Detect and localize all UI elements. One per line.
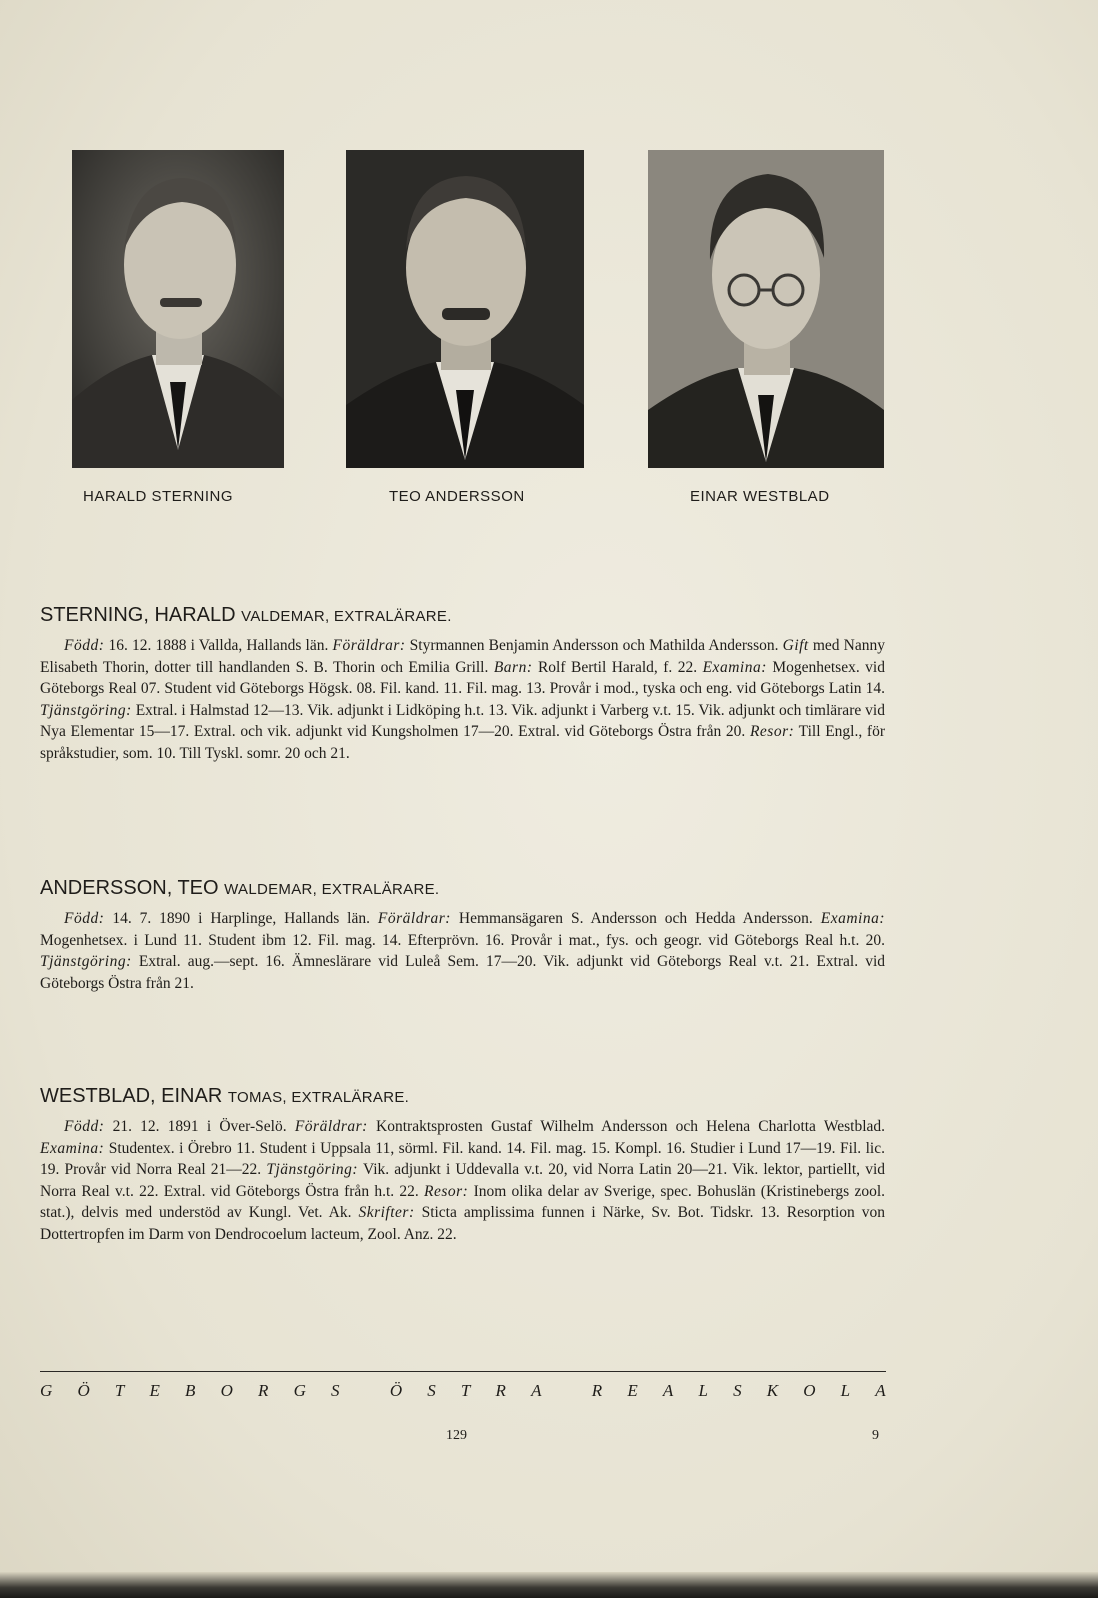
footer-title-letter: R [258, 1381, 269, 1400]
entry-name: STERNING, HARALD [40, 604, 236, 626]
footer-title-letter: Ö [77, 1381, 90, 1400]
entry-body: Född: 16. 12. 1888 i Vallda, Hallands län. Föräldrar: Styrmannen Benjamin Andersson och Mathilda Andersson. Gift med Nanny Elisabeth Thorin, dotter till handlanden S. B. Thorin och Emilia Grill. Barn: Rolf Bertil Harald, f. 22. Examina: Mogenhetsex. vid Göteborgs Real 07. Student vid Göteborgs Högsk. 08. Fil. kand. 11. Fil. mag. 13. Provår i mod., tyska och eng. vid Göteborgs Latin 14. Tjänstgöring: Extral. i Halmstad 12—13. Vik. adjunkt i Lidköping h.t. 13. Vik. adjunkt i Varberg v.t. 15. Vik. adjunkt och timlärare vid Nya Elementar 15—17. Extral. och vik. adjunkt vid Kungsholmen 17—20. Extral. vid Göteborgs Östra från 20. Resor: Till Engl., för språkstudier, som. 10. Till Tyskl. somr. 20 och 21. [40, 637, 885, 762]
footer-title-letter: S [733, 1381, 742, 1400]
footer-title-letter: E [627, 1381, 638, 1400]
footer-title-letter: G [293, 1381, 306, 1400]
entry-heading [40, 876, 885, 902]
label-born: Född: [64, 1118, 105, 1135]
footer-rule [40, 1371, 886, 1372]
entry-westblad [40, 1084, 885, 1246]
label-parents: Föräldrar: [377, 910, 451, 927]
entry-body: Född: 14. 7. 1890 i Harplinge, Hallands län. Föräldrar: Hemmansägaren S. Andersson och Hedda Andersson. Examina: Mogenhetsex. i Lund 11. Student ibm 12. Fil. mag. 14. Efterprövn. 16. Provår i mat., fys. och geogr. vid Göteborgs Real h.t. 20. Tjänstgöring: Extral. aug.—sept. 16. Ämneslärare vid Luleå Sem. 17—20. Vik. adjunkt vid Göteborgs Real v.t. 21. Extral. vid Göteborgs Östra från 21. [40, 910, 885, 992]
portrait-photo-westblad [648, 150, 884, 468]
label-exams: Examina: [40, 1139, 105, 1157]
entry-title: VALDEMAR, EXTRALÄRARE. [241, 608, 452, 625]
entry-name: WESTBLAD, EINAR [40, 1085, 223, 1107]
footer-title-letter: R [591, 1381, 603, 1400]
entry-heading [40, 603, 885, 629]
label-parents: Föräldrar: [294, 1118, 368, 1135]
entry-name: ANDERSSON, TEO [40, 877, 219, 899]
label-parents: Föräldrar: [332, 637, 406, 654]
footer-title-letter: L [698, 1381, 708, 1400]
caption-andersson: TEO ANDERSSON [389, 488, 525, 505]
label-writings: Skrifter: [358, 1204, 415, 1222]
label-service: Tjänstgöring: [266, 1161, 359, 1179]
label-travels: Resor: [424, 1182, 469, 1200]
footer-title-letter: S [331, 1381, 340, 1400]
entry-title: TOMAS, EXTRALÄRARE. [227, 1089, 410, 1106]
label-service: Tjänstgöring: [40, 953, 132, 971]
footer-title-letter: L [840, 1381, 851, 1400]
footer-title-letter: Ö [389, 1381, 403, 1400]
label-travels: Resor: [749, 723, 795, 741]
footer-title-letter: O [220, 1381, 233, 1400]
entry-body: Född: 21. 12. 1891 i Över-Selö. Föräldrar: Kontraktsprosten Gustaf Wilhelm Andersson och Helena Charlotta Westblad. Examina: Studentex. i Örebro 11. Student i Uppsala 11, sörml. Fil. kand. 14. Fil. mag. 15. Kompl. 16. Studier i Lund 17—19. Fil. lic. 19. Provår vid Norra Real 21—22. Tjänstgöring: Vik. adjunkt i Uddevalla v.t. 20, vid Norra Latin 20—21. Vik. lektor, partiellt, vid Norra Real v.t. 22. Extral. vid Göteborgs Östra från h.t. 22. Resor: Inom olika delar av Sverige, spec. Bohuslän (Kristinebergs zool. stat.), delvis med understöd av Kungl. Vet. Ak. Skrifter: Sticta amplissima funnen i Närke, Sv. Bot. Tidskr. 13. Resorption von Dottertropfen im Darm von Dendrocoelum lacteum, Zool. Anz. 22. [40, 1118, 886, 1243]
page-bottom-edge [0, 1572, 1098, 1598]
footer-title-letter: B [185, 1381, 196, 1400]
footer-title-letter: S [427, 1381, 436, 1400]
footer-title-letter: E [149, 1381, 160, 1400]
label-born: Född: [64, 637, 105, 654]
footer-title-letter: K [766, 1381, 779, 1400]
footer-running-title [40, 1381, 886, 1401]
footer-title-letter: O [803, 1381, 816, 1400]
footer-title-letter: T [114, 1381, 125, 1400]
entry-heading [40, 1084, 885, 1110]
label-children: Barn: [493, 658, 533, 676]
label-born: Född: [64, 910, 105, 927]
label-exams: Examina: [820, 910, 885, 927]
signature-mark: 9 [872, 1428, 879, 1443]
footer-title-letter: A [662, 1381, 674, 1400]
caption-westblad: EINAR WESTBLAD [690, 488, 830, 505]
entry-sterning [40, 603, 885, 765]
footer-title-letter: A [531, 1381, 542, 1400]
portrait-photo-andersson [346, 150, 584, 468]
footer-title-letter: T [460, 1381, 471, 1400]
footer-title-letter: G [40, 1381, 53, 1400]
page-number: 129 [446, 1428, 467, 1443]
label-exams: Examina: [702, 658, 767, 676]
footer-title-letter: R [495, 1381, 506, 1400]
entry-andersson [40, 876, 885, 994]
footer-title-letter: A [875, 1381, 886, 1400]
caption-sterning: HARALD STERNING [83, 488, 234, 505]
entry-title: WALDEMAR, EXTRALÄRARE. [224, 881, 440, 898]
portrait-photo-sterning [72, 150, 284, 468]
label-married: Gift [782, 637, 809, 654]
label-service: Tjänstgöring: [40, 701, 132, 719]
